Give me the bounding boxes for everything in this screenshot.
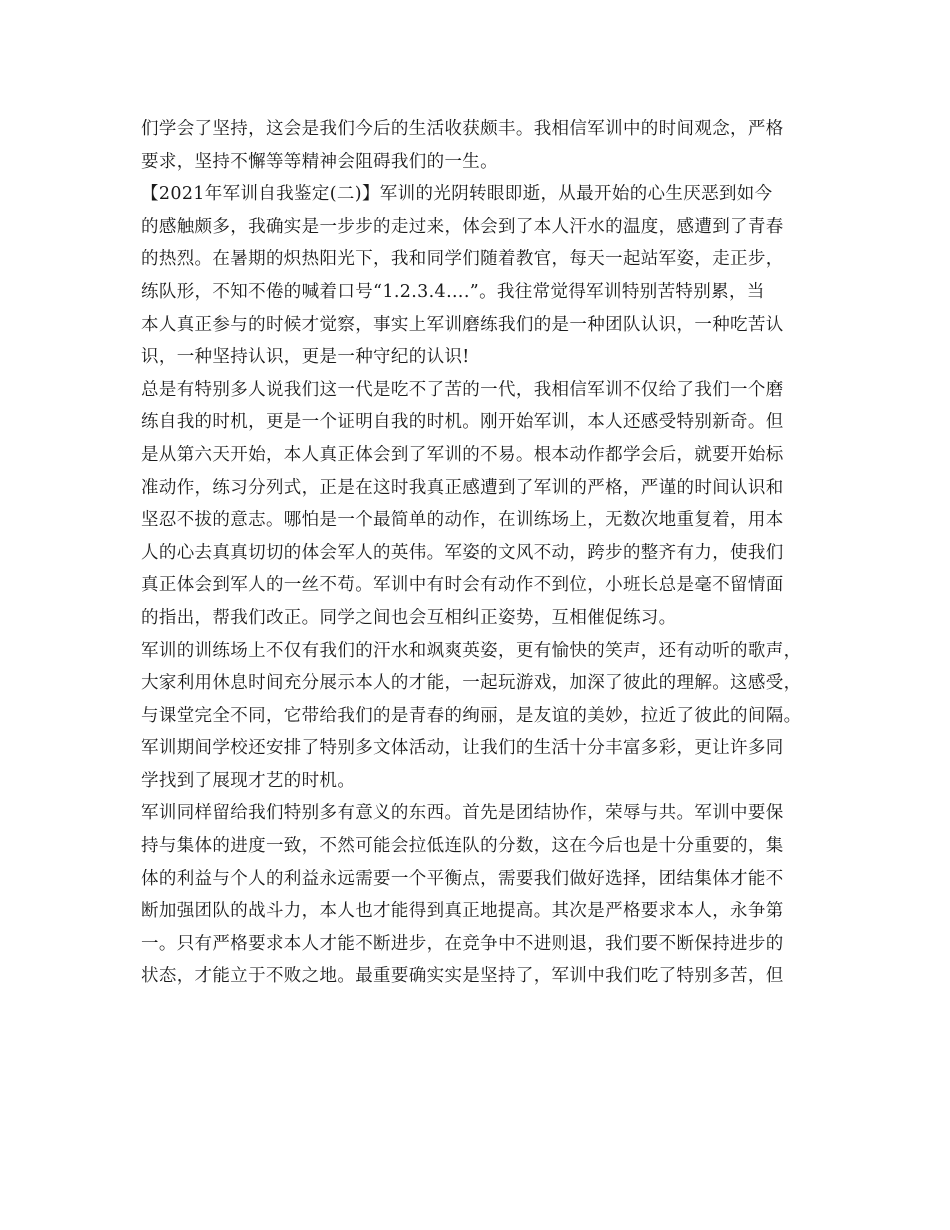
text-line: 一。只有严格要求本人才能不断进步，在竞争中不进则退，我们要不断保持进步的 [141,933,784,954]
text-line: 军训期间学校还安排了特别多文体活动，让我们的生活十分丰富多彩，更让许多同 [141,738,784,759]
text-line: 人的心去真真切切的体会军人的英伟。军姿的文风不动，跨步的整齐有力，使我们 [141,542,784,563]
text-line: 大家利用休息时间充分展示本人的才能，一起玩游戏，加深了彼此的理解。这感受， [141,673,802,694]
text-line: 是从第六天开始，本人真正体会到了军训的不易。根本动作都学会后，就要开始标 [141,444,784,465]
text-line: 体的利益与个人的利益永远需要一个平衡点，需要我们做好选择，团结集体才能不 [141,868,784,889]
text-line: 准动作，练习分列式，正是在这时我真正感遭到了军训的严格，严谨的时间认识和 [141,477,784,498]
text-line: 状态，才能立于不败之地。最重要确实实是坚持了，军训中我们吃了特别多苦，但 [141,966,784,987]
text-line: 练队形，不知不倦的喊着口号“1.2.3.4….”。我往常觉得军训特别苦特别累，当 [141,281,765,302]
text-line: 与课堂完全不同，它带给我们的是青春的绚丽，是友谊的美妙，拉近了彼此的间隔。 [141,705,802,726]
text-line: 的热烈。在暑期的炽热阳光下，我和同学们随着教官，每天一起站军姿，走正步， [141,249,784,270]
text-line: 的感触颇多，我确实是一步步的走过来，体会到了本人汗水的温度，感遭到了青春 [141,216,784,237]
text-line: 持与集体的进度一致，不然可能会拉低连队的分数，这在今后也是十分重要的，集 [141,836,784,857]
document-body [141,113,821,993]
text-line: 真正体会到军人的一丝不苟。军训中有时会有动作不到位，小班长总是毫不留情面 [141,575,784,596]
text-line: 识，一种坚持认识，更是一种守纪的认识! [141,347,470,368]
text-line: 坚忍不拔的意志。哪怕是一个最简单的动作，在训练场上，无数次地重复着，用本 [141,510,784,531]
text-line: 总是有特别多人说我们这一代是吃不了苦的一代，我相信军训不仅给了我们一个磨 [141,379,784,400]
text-line: 的指出，帮我们改正。同学之间也会互相纠正姿势，互相催促练习。 [141,607,677,628]
text-line: 断加强团队的战斗力，本人也才能得到真正地提高。其次是严格要求本人，永争第 [141,901,784,922]
text-line: 学找到了展现才艺的时机。 [141,770,356,791]
text-line: 们学会了坚持，这会是我们今后的生活收获颇丰。我相信军训中的时间观念，严格 [141,119,784,139]
text-line: 练自我的时机，更是一个证明自我的时机。刚开始军训，本人还感受特别新奇。但 [141,412,784,433]
text-line: 军训同样留给我们特别多有意义的东西。首先是团结协作，荣辱与共。军训中要保 [141,803,784,824]
text-line: 本人真正参与的时候才觉察，事实上军训磨练我们的是一种团队认识，一种吃苦认 [141,314,784,335]
text-line: 要求，坚持不懈等等精神会阻碍我们的一生。 [141,151,498,172]
section-heading-line: 【2021年军训自我鉴定(二)】军训的光阴转眼即逝，从最开始的心生厌恶到如今 [141,184,773,205]
text-line: 军训的训练场上不仅有我们的汗水和飒爽英姿，更有愉快的笑声，还有动听的歌声， [141,640,802,661]
